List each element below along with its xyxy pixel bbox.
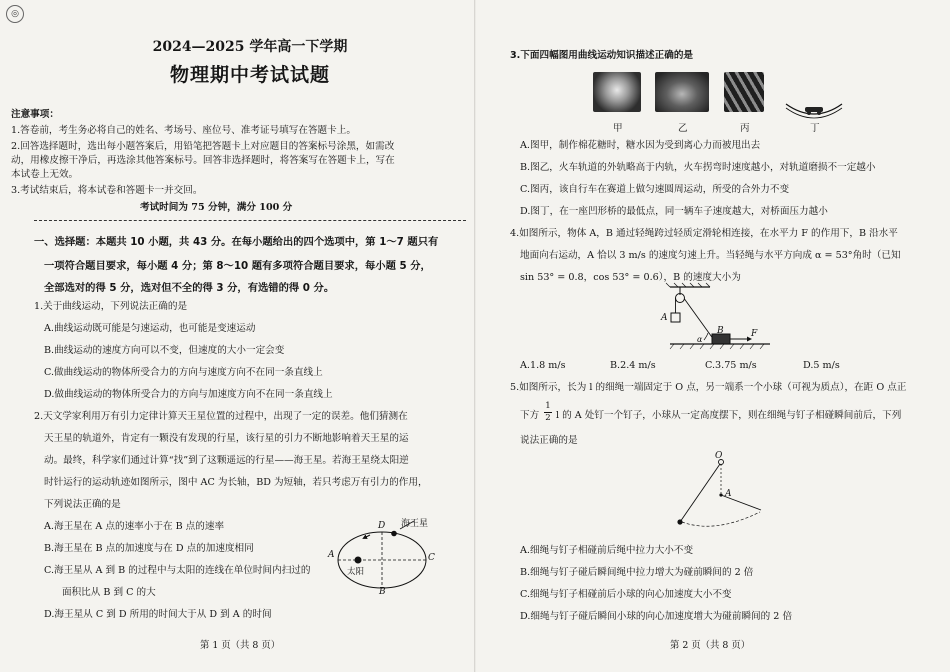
car-icon <box>805 107 823 112</box>
section-instructions: 一、选择题：本题共 10 小题，共 43 分。在每小题给出的四个选项中，第 1～7 题只有 <box>34 236 439 248</box>
page-footer-right: 第 2 页（共 8 页） <box>670 640 751 651</box>
photo-train-curve <box>655 72 709 112</box>
sun-icon <box>355 557 362 564</box>
page-left <box>0 0 470 672</box>
notice-line: 1.答卷前，考生务必将自己的姓名、考场号、座位号、准考证号填写在答题卡上。 <box>11 125 356 136</box>
caption-jia: 甲 <box>613 123 623 134</box>
photo-cyclists <box>724 72 764 112</box>
q1-option-a: A.曲线运动既可能是匀速运动，也可能是变速运动 <box>44 323 256 334</box>
orbit-diagram <box>330 515 460 605</box>
q5-option-b: B.细绳与钉子碰后瞬间绳中拉力增大为碰前瞬间的 2 倍 <box>520 567 754 578</box>
question-4-stem: 地面向右运动，A 恰以 3 m/s 的速度匀速上升。当轻绳与水平方向成 α = 53°角时（已知 <box>520 250 901 261</box>
q2-option-d: D.海王星从 C 到 D 所用的时间大于从 D 到 A 的时间 <box>44 609 272 620</box>
q5-option-c: C.细绳与钉子相碰前后小球的向心加速度大小不变 <box>520 589 732 600</box>
point-c-label: C <box>428 553 435 563</box>
notice-line: 3.考试结束后，将本试卷和答题卡一并交回。 <box>11 185 203 196</box>
q1-option-b: B.曲线运动的速度方向可以不变，但速度的大小一定会变 <box>44 345 285 356</box>
q4-option-d: D.5 m/s <box>803 360 840 371</box>
label-alpha: α <box>697 335 703 344</box>
page-footer-left: 第 1 页（共 8 页） <box>200 640 281 651</box>
pulley-diagram <box>670 283 790 353</box>
ball-icon <box>677 519 682 524</box>
section-instructions: 全部选对的得 5 分，选对但不全的得 3 分，有选错的得 0 分。 <box>44 282 335 294</box>
block-a <box>671 313 680 322</box>
label-b: B <box>717 326 724 336</box>
label-f: F <box>751 329 758 339</box>
q3-option-a: A.图甲，制作棉花糖时，糖水因为受到离心力而被甩出去 <box>520 140 761 151</box>
q5-option-d: D.细绳与钉子碰后瞬间小球的向心加速度增大为碰前瞬间的 2 倍 <box>520 611 793 622</box>
planet-label: 海王星 <box>401 519 429 529</box>
question-3-stem: 3.下面四幅图用曲线运动知识描述正确的是 <box>510 50 694 61</box>
caption-bing: 丙 <box>740 123 750 134</box>
corner-mark-icon: ◎ <box>6 5 24 23</box>
divider <box>34 220 466 221</box>
exam-time: 考试时间为 75 分钟，满分 100 分 <box>140 202 293 213</box>
question-1-stem: 1.关于曲线运动，下列说法正确的是 <box>34 301 188 312</box>
question-5-stem: 5.如图所示，长为 l 的细绳一端固定于 O 点，另一端系一个小球（可视为质点），在距 O 点正 <box>510 382 907 393</box>
point-d-label: D <box>378 521 386 531</box>
notice-line: 动，用橡皮擦干净后，再选涂其他答案标号。回答非选择题时，将答案写在答题卡上，写在 <box>11 155 395 166</box>
q1-option-d: D.做曲线运动的物体所受合力的方向与加速度方向不在同一条直线上 <box>44 389 333 400</box>
point-a-label: A <box>328 550 335 560</box>
exam-title-year: 2024—2025 学年高一下学期 <box>152 39 348 55</box>
q2-option-b: B.海王星在 B 点的加速度与在 D 点的加速度相同 <box>44 543 254 554</box>
question-2-stem: 动。最终，科学家们通过计算“找”到了这颗遥远的行星——海王星。若海王星绕太阳逆 <box>44 455 409 466</box>
section-instructions: 一项符合题目要求，每小题 4 分；第 8～10 题有多项符合题目要求，每小题 5 分， <box>44 260 431 272</box>
photo-cotton-candy <box>593 72 641 112</box>
question-5-stem: l 的 A 处钉一个钉子，小球从一定高度摆下，则在细绳与钉子相碰瞬间前后，下列 <box>556 410 902 421</box>
fraction-numerator: 1 <box>545 401 551 411</box>
point-b-label: B <box>379 587 386 597</box>
notice-heading: 注意事项： <box>11 109 59 120</box>
q2-option-c-cont: 面积比从 B 到 C 的大 <box>62 587 156 598</box>
question-4-stem: sin 53° = 0.8，cos 53° = 0.6），B 的速度大小为 <box>520 272 741 283</box>
label-o: O <box>715 451 723 461</box>
question-5-stem: 下方 <box>520 410 540 421</box>
sun-label: 太阳 <box>347 567 365 577</box>
question-2-stem: 时针运行的运动轨迹如图所示，图中 AC 为长轴，BD 为短轴，若只考虑万有引力的作用， <box>44 477 428 488</box>
label-a-nail: A <box>725 489 732 499</box>
fraction-denominator: 2 <box>545 413 551 423</box>
notice-line: 2.回答选择题时，选出每小题答案后，用铅笔把答题卡上对应题目的答案标号涂黑，如需改 <box>11 141 395 152</box>
label-a: A <box>661 313 668 323</box>
q1-option-c: C.做曲线运动的物体所受合力的方向与速度方向不在同一条直线上 <box>44 367 323 378</box>
q4-option-a: A.1.8 m/s <box>520 360 566 371</box>
q5-option-a: A.细绳与钉子相碰前后绳中拉力大小不变 <box>520 545 694 556</box>
notice-line: 本试卷上无效。 <box>11 169 79 180</box>
caption-yi: 乙 <box>678 123 688 134</box>
q2-option-c: C.海王星从 A 到 B 的过程中与太阳的连线在单位时间内扫过的 <box>44 565 311 576</box>
page-fold <box>474 0 476 672</box>
question-2-stem: 天王星的轨道外，肯定有一颗没有发现的行星，该行星的引力不断地影响着天王星的运 <box>44 433 409 444</box>
q3-option-d: D.图丁，在一座凹形桥的最低点，同一辆车子速度越大，对桥面压力越小 <box>520 206 828 217</box>
q2-option-a: A.海王星在 A 点的速率小于在 B 点的速率 <box>44 521 225 532</box>
q4-option-c: C.3.75 m/s <box>705 360 757 371</box>
planet-icon <box>391 531 397 537</box>
caption-ding: 丁 <box>810 123 820 134</box>
question-2-stem: 2.天文学家利用万有引力定律计算天王星位置的过程中，出现了一定的误差。他们猜测在 <box>34 411 408 422</box>
exam-title: 物理期中考试试题 <box>169 64 330 86</box>
q4-option-b: B.2.4 m/s <box>610 360 656 371</box>
q3-option-c: C.图丙，该自行车在赛道上做匀速圆周运动，所受的合外力不变 <box>520 184 790 195</box>
question-4-stem: 4.如图所示，物体 A，B 通过轻绳跨过轻质定滑轮相连接，在水平力 F 的作用下，B 沿水平 <box>510 228 898 239</box>
question-5-stem: 说法正确的是 <box>520 435 578 446</box>
q3-option-b: B.图乙，火车轨道的外轨略高于内轨，火车拐弯时速度越小，对轨道磨损不一定越小 <box>520 162 876 173</box>
page-right <box>480 0 950 672</box>
question-2-stem: 下列说法正确的是 <box>44 499 121 510</box>
